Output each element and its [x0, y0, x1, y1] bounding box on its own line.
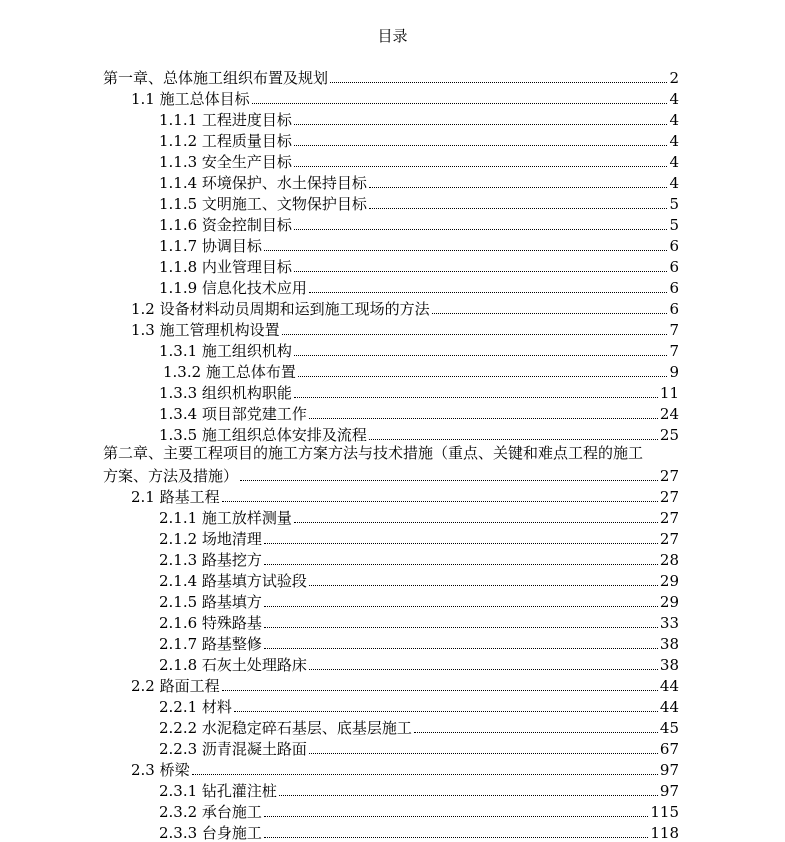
toc-page-number: 24 [659, 405, 679, 423]
toc-entry[interactable] [159, 570, 679, 590]
toc-page-number: 25 [659, 426, 679, 444]
toc-entry[interactable] [131, 319, 679, 339]
dot-leader [309, 418, 658, 419]
dot-leader [279, 795, 658, 796]
toc-entry[interactable] [159, 340, 679, 360]
dot-leader [309, 585, 658, 586]
toc-entry-label: 1.1.4 环境保护、水土保持目标 [159, 174, 367, 192]
toc-entry-label: 1.3 施工管理机构设置 [131, 321, 280, 339]
toc-entry[interactable] [159, 172, 679, 192]
toc-entry[interactable] [131, 759, 679, 779]
toc-page-number: 5 [669, 195, 679, 213]
toc-entry[interactable] [131, 675, 679, 695]
toc-entry-label: 2.3 桥梁 [131, 761, 190, 779]
toc-page-number: 28 [659, 551, 679, 569]
toc-entry-label: 1.3.4 项目部党建工作 [159, 405, 307, 423]
toc-page-number: 38 [659, 656, 679, 674]
toc-page-number: 67 [659, 740, 679, 758]
dot-leader [369, 187, 668, 188]
dot-leader [264, 606, 658, 607]
toc-entry-label: 1.3.3 组织机构职能 [159, 384, 292, 402]
dot-leader [294, 124, 668, 125]
dot-leader [264, 837, 648, 838]
toc-page-number: 4 [669, 153, 679, 171]
dot-leader [222, 501, 658, 502]
toc-entry[interactable] [159, 738, 679, 758]
dot-leader [432, 313, 668, 314]
toc-page-number: 11 [659, 384, 679, 402]
toc-page-number: 33 [659, 614, 679, 632]
toc-page-number: 38 [659, 635, 679, 653]
dot-leader [298, 376, 668, 377]
toc-entry[interactable] [159, 130, 679, 150]
dot-leader [282, 334, 668, 335]
toc-page-number: 4 [669, 111, 679, 129]
toc-entry-label: 2.1.8 石灰土处理路床 [159, 656, 307, 674]
toc-entry[interactable] [159, 780, 679, 800]
toc-page-number: 27 [659, 467, 679, 485]
toc-entry[interactable] [159, 235, 679, 255]
toc-entry[interactable] [163, 361, 679, 381]
toc-entry-label: 2.1 路基工程 [131, 488, 220, 506]
toc-entry-label: 2.3.1 钻孔灌注桩 [159, 782, 277, 800]
toc-entry[interactable] [159, 256, 679, 276]
toc-page-number: 97 [659, 761, 679, 779]
toc-entry[interactable] [131, 298, 679, 318]
toc-page-number: 44 [659, 698, 679, 716]
toc-page-number: 27 [659, 488, 679, 506]
toc-page-number: 45 [659, 719, 679, 737]
toc-entry-label: 方案、方法及措施） [103, 467, 239, 485]
toc-entry[interactable] [159, 612, 679, 632]
toc-entry[interactable] [159, 528, 679, 548]
dot-leader [294, 166, 668, 167]
dot-leader [369, 439, 658, 440]
toc-entry-label: 1.3.5 施工组织总体安排及流程 [159, 426, 367, 444]
toc-page-number: 115 [650, 803, 679, 821]
dot-leader [309, 669, 658, 670]
toc-page-number: 118 [650, 824, 679, 842]
dot-leader [294, 271, 668, 272]
toc-page-number: 7 [669, 342, 679, 360]
toc-entry[interactable] [159, 151, 679, 171]
toc-entry-label: 2.2.1 材料 [159, 698, 232, 716]
toc-entry[interactable] [159, 633, 679, 653]
dot-leader [330, 82, 667, 83]
toc-page-number: 9 [669, 363, 679, 381]
dot-leader [309, 753, 658, 754]
toc-entry-label: 1.1.2 工程质量目标 [159, 132, 292, 150]
toc-entry-label: 2.1.6 特殊路基 [159, 614, 262, 632]
dot-leader [264, 250, 668, 251]
toc-page-number: 44 [659, 677, 679, 695]
dot-leader [294, 355, 668, 356]
toc-entry-label: 2.2 路面工程 [131, 677, 220, 695]
toc-entry-label: 2.1.7 路基整修 [159, 635, 262, 653]
toc-entry[interactable] [103, 67, 679, 87]
dot-leader [294, 145, 668, 146]
dot-leader [222, 690, 658, 691]
toc-entry-label: 2.3.2 承台施工 [159, 803, 262, 821]
toc-page-number: 2 [669, 69, 679, 87]
toc-entry[interactable] [159, 696, 679, 716]
toc-page-number: 29 [659, 593, 679, 611]
toc-entry[interactable] [159, 214, 679, 234]
toc-entry[interactable] [103, 465, 679, 485]
toc-entry[interactable] [159, 424, 679, 444]
toc-entry[interactable] [159, 549, 679, 569]
toc-entry[interactable] [159, 382, 679, 402]
toc-entry-label: 1.1.8 内业管理目标 [159, 258, 292, 276]
toc-entry[interactable] [159, 801, 679, 821]
dot-leader [264, 627, 658, 628]
dot-leader [414, 732, 658, 733]
toc-entry[interactable] [159, 717, 679, 737]
toc-entry[interactable] [131, 88, 679, 108]
toc-entry-label: 1.1.6 资金控制目标 [159, 216, 292, 234]
dot-leader [264, 816, 648, 817]
toc-entry-label: 1.3.1 施工组织机构 [159, 342, 292, 360]
toc-entry-label: 2.1.4 路基填方试验段 [159, 572, 307, 590]
toc-entry[interactable] [131, 486, 679, 506]
dot-leader [264, 648, 658, 649]
toc-page-number: 4 [669, 174, 679, 192]
dot-leader [294, 229, 668, 230]
toc-page-number: 6 [669, 279, 679, 297]
dot-leader [369, 208, 668, 209]
toc-entry[interactable] [159, 591, 679, 611]
toc-entry[interactable] [159, 654, 679, 674]
toc-page-number: 6 [669, 237, 679, 255]
toc-entry-label: 1.2 设备材料动员周期和运到施工现场的方法 [131, 300, 430, 318]
toc-entry-label: 1.1.5 文明施工、文物保护目标 [159, 195, 367, 213]
toc-page-number: 27 [659, 509, 679, 527]
toc-entry-label: 2.3.3 台身施工 [159, 824, 262, 842]
toc-entry[interactable] [159, 277, 679, 297]
dot-leader [294, 397, 658, 398]
dot-leader [294, 522, 658, 523]
toc-entry-label: 2.2.2 水泥稳定碎石基层、底基层施工 [159, 719, 412, 737]
toc-page-number: 7 [669, 321, 679, 339]
toc-page-number: 29 [659, 572, 679, 590]
dot-leader [234, 711, 658, 712]
toc-title: 目录 [377, 27, 408, 45]
toc-entry-label: 1.1.1 工程进度目标 [159, 111, 292, 129]
toc-page-number: 5 [669, 216, 679, 234]
toc-entry-label: 1.1.3 安全生产目标 [159, 153, 292, 171]
toc-entry-label: 1.1.9 信息化技术应用 [159, 279, 307, 297]
dot-leader [309, 292, 668, 293]
dot-leader [192, 774, 658, 775]
toc-page-number: 27 [659, 530, 679, 548]
toc-page-number: 6 [669, 300, 679, 318]
toc-entry-label: 2.2.3 沥青混凝土路面 [159, 740, 307, 758]
toc-entry[interactable] [159, 193, 679, 213]
toc-page-number: 6 [669, 258, 679, 276]
toc-entry-label: 2.1.2 场地清理 [159, 530, 262, 548]
toc-entry[interactable] [159, 109, 679, 129]
dot-leader [264, 543, 658, 544]
chapter-heading-line1[interactable]: 第二章、主要工程项目的施工方案方法与技术措施（重点、关键和难点工程的施工 [103, 444, 644, 462]
dot-leader [264, 564, 658, 565]
toc-page-number: 4 [669, 90, 679, 108]
toc-entry-label: 2.1.1 施工放样测量 [159, 509, 292, 527]
toc-entry-label: 1.3.2 施工总体布置 [163, 363, 296, 381]
toc-entry-label: 1.1 施工总体目标 [131, 90, 250, 108]
dot-leader [240, 480, 658, 481]
toc-entry-label: 2.1.5 路基填方 [159, 593, 262, 611]
dot-leader [252, 103, 668, 104]
toc-entry-label: 1.1.7 协调目标 [159, 237, 262, 255]
toc-entry[interactable] [159, 507, 679, 527]
toc-page-number: 97 [659, 782, 679, 800]
toc-entry-label: 第一章、总体施工组织布置及规划 [103, 69, 329, 87]
toc-page-number: 4 [669, 132, 679, 150]
toc-entry[interactable] [159, 822, 679, 842]
toc-entry[interactable] [159, 403, 679, 423]
toc-entry-label: 2.1.3 路基挖方 [159, 551, 262, 569]
